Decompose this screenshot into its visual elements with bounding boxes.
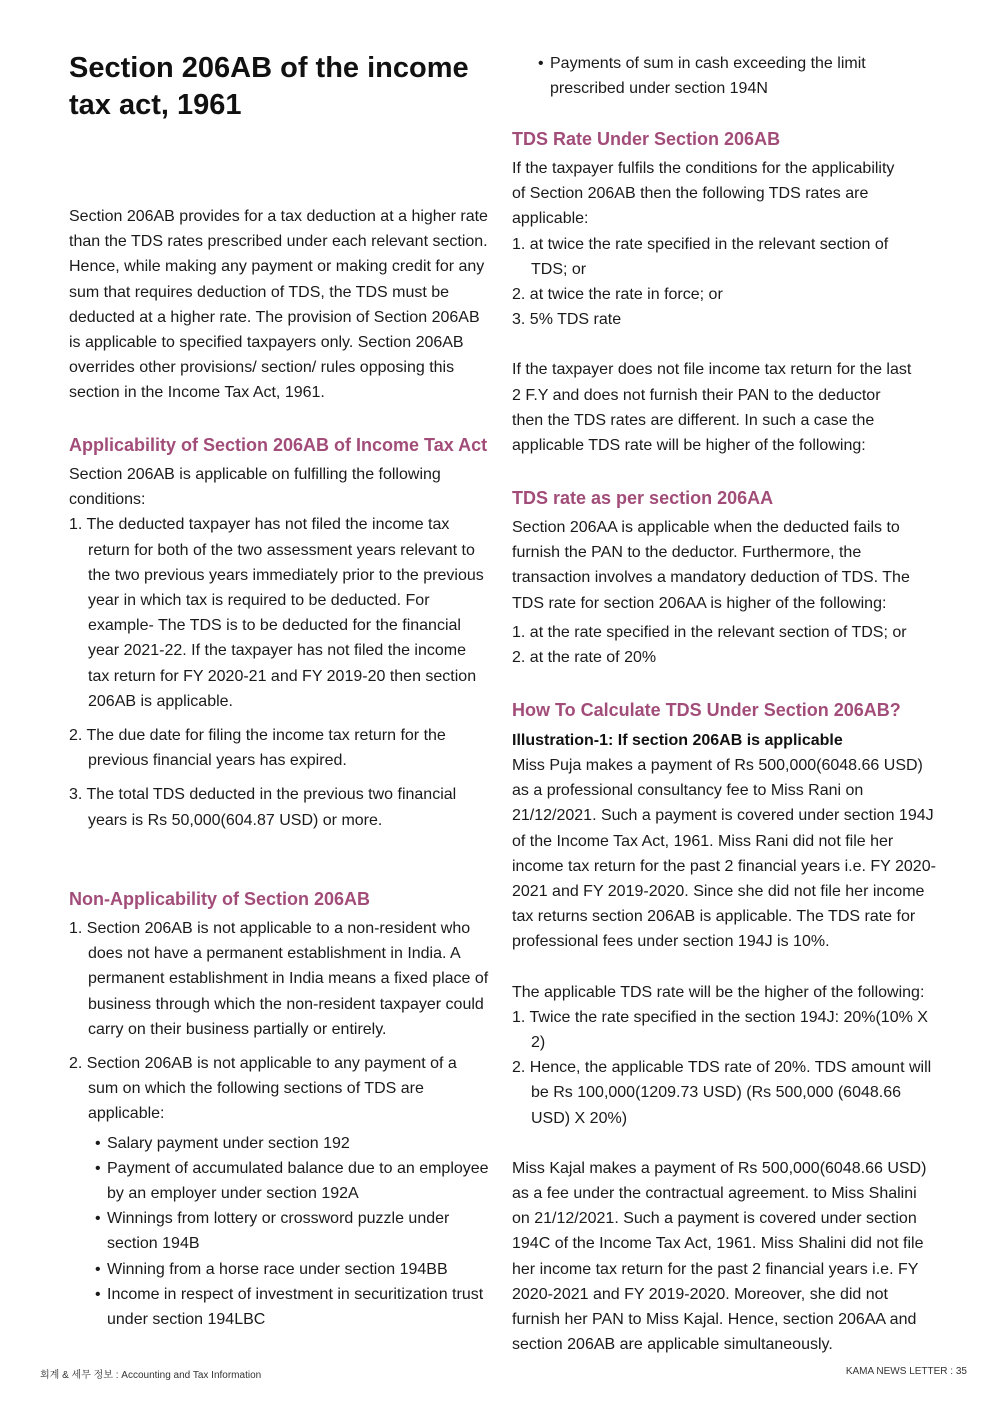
tds-206aa-section — [512, 485, 932, 670]
exempt-sections-list — [69, 1131, 489, 1333]
list-item: 1. at twice the rate specified in the relevant section of TDS; or — [512, 235, 889, 278]
bullet-item: • Winning from a horse race under section 194BB — [95, 1257, 489, 1282]
list-item: 1. at the rate specified in the relevant section of TDS; or — [512, 623, 907, 641]
applicability-list — [69, 512, 489, 832]
tds-rate-section — [512, 126, 912, 458]
page-title: Section 206AB of the income tax act, 1961 — [69, 52, 469, 121]
tds-206aa-intro: Section 206AA is applicable when the deducted fails to furnish the PAN to the deductor. Furthermore, the transaction involves a mandatory deduction of TDS. The TDS rate for section 206AA is higher of the following: — [512, 519, 910, 612]
bullet-item: • Salary payment under section 192 — [95, 1131, 489, 1156]
list-item: 2. at twice the rate in force; or — [512, 286, 723, 304]
non-applicability-heading: Non-Applicability of Section 206AB — [69, 889, 371, 909]
list-item: 1. Section 206AB is not applicable to a non-resident who does not have a permanent establishment in India. A permanent establishment in India means a fixed place of business through which the non-resident taxpayer could carry on their business partially or entirely. — [69, 920, 489, 1038]
calculation-list — [512, 1005, 937, 1131]
list-item: 1. The deducted taxpayer has not filed the income tax return for both of the two assessment years relevant to the two previous years immediately prior to the previous year in which tax is required to be deducted. For example- The TDS is to be deducted for the financial year 2021-22. If the taxpayer has not filed the income tax return for FY 2020-21 and FY 2019-20 then section 206AB is applicable. — [69, 516, 484, 710]
non-applicability-section — [69, 886, 489, 1332]
illustration-paragraph: Miss Puja makes a payment of Rs 500,000(6048.66 USD) as a professional consultancy fee to Miss Rani on 21/12/2021. Such a payment is covered under section 194J of the Income Tax Act, 1961. Miss Rani did not file her income tax return for the past 2 financial years i.e. FY 2020-2021 and FY 2019-2020. Since she did not file her income tax returns section 206AB is applicable. The TDS rate for professional fees under section 194J is 10%. — [512, 757, 936, 951]
list-item: 3. The total TDS deducted in the previous two financial years is Rs 50,000(604.87 USD) or more. — [69, 786, 457, 829]
calculate-heading: How To Calculate TDS Under Section 206AB? — [512, 700, 901, 720]
applicable-rate-paragraph: The applicable TDS rate will be the higher of the following: — [512, 983, 925, 1001]
intro-paragraph-block — [69, 204, 489, 406]
tds-rate-heading: TDS Rate Under Section 206AB — [512, 129, 781, 149]
bullet-item: • Payments of sum in cash exceeding the limit prescribed under section 194N — [538, 51, 912, 101]
calculate-section — [512, 697, 937, 1357]
bullet-item: • Winnings from lottery or crossword puzzle under section 194B — [95, 1206, 489, 1256]
bullet-item: • Payment of accumulated balance due to an employee by an employer under section 192A — [95, 1156, 489, 1206]
applicability-section — [69, 432, 489, 833]
footer-section-label: 회계 & 세무 정보 : Accounting and Tax Information — [40, 1370, 262, 1381]
tds-rate-paragraph: If the taxpayer does not file income tax return for the last 2 F.Y and does not furnish their PAN to the deductor then the TDS rates are different. In such a case the applicable TDS rate will be higher of the following: — [512, 361, 912, 455]
applicability-intro: Section 206AB is applicable on fulfilling the following conditions: — [69, 466, 441, 509]
tds-206aa-heading: TDS rate as per section 206AA — [512, 488, 774, 508]
list-item: 1. Twice the rate specified in the section 194J: 20%(10% X 2) — [512, 1008, 928, 1052]
intro-paragraph: Section 206AB provides for a tax deduction at a higher rate than the TDS rates prescribed under each relevant section. Hence, while making any payment or making credit for any sum that requires deduction of TDS, the TDS must be deducted at a higher rate. The provision of Section 206AB is applicable to specified taxpayers only. Section 206AB overrides other provisions/ section/ rules opposing this section in the Income Tax Act, 1961. — [69, 208, 488, 402]
list-item: 2. Section 206AB is not applicable to any payment of a sum on which the following sections of TDS are applicable: — [69, 1055, 457, 1123]
applicability-heading: Applicability of Section 206AB of Income Tax Act — [69, 435, 488, 455]
exempt-sections-list-continued — [512, 51, 912, 101]
tds-206aa-list — [512, 620, 932, 670]
list-item: 2. The due date for filing the income tax return for the previous financial years has expired. — [69, 727, 446, 770]
footer-page-number: KAMA NEWS LETTER : 35 — [845, 1366, 967, 1377]
tds-rate-intro: If the taxpayer fulfils the conditions for the applicability of Section 206AB then the following TDS rates are applicable: — [512, 160, 895, 228]
list-item: 3. 5% TDS rate — [512, 311, 622, 329]
non-applicability-list — [69, 916, 489, 1127]
second-illustration-paragraph: Miss Kajal makes a payment of Rs 500,000(6048.66 USD) as a fee under the contractual agreement. to Miss Shalini on 21/12/2021. Such a payment is covered under section 194C of the Income Tax Act, 1961. Miss Shalini did not file her income tax return for the past 2 financial years i.e. FY 2020-2021 and FY 2019-2020. Moreover, she did not furnish her PAN to Miss Kajal. Hence, section 206AA and section 206AB are applicable simultaneously. — [512, 1159, 927, 1354]
list-item: 2. at the rate of 20% — [512, 649, 657, 667]
tds-rate-list — [512, 232, 912, 333]
bullet-item: • Income in respect of investment in securitization trust under section 194LBC — [95, 1282, 489, 1332]
continued-bullet-block — [512, 51, 912, 101]
illustration-title: Illustration-1: If section 206AB is applicable — [512, 732, 843, 749]
list-item: 2. Hence, the applicable TDS rate of 20%. TDS amount will be Rs 100,000(1209.73 USD) (Rs 500,000 (6048.66 USD) X 20%) — [512, 1059, 932, 1127]
